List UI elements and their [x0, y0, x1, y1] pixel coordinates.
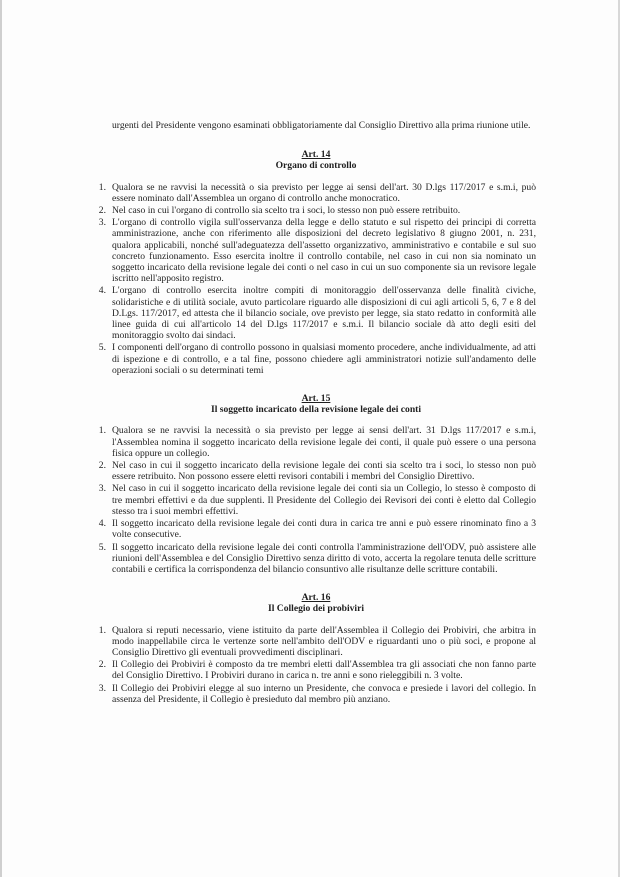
- document-body: [96, 120, 536, 706]
- item-text: L'organo di controllo vigila sull'osservanza della legge e dello statuto e sul rispetto dei principi di corretta amministrazione, anche con riferimento alle disposizioni del decreto legislativo 8 giugno 2001, n. 231, qualora applicabili, nonché sull'adeguatezza dell'assetto organizzativo, amministrativo e contabile e sul suo concreto funzionamento. Esso esercita inoltre il controllo contabile, nel caso in cui non sia nominato un soggetto incaricato della revisione legale dei conti o nel caso in cui un suo componente sia un revisore legale iscritto nell'apposito registro.: [112, 217, 536, 285]
- article-title: Il Collegio dei probiviri: [267, 603, 365, 615]
- list-item: [96, 683, 536, 705]
- item-text: Il Collegio dei Probiviri è composto da tre membri eletti dall'Assemblea tra gli associati che non fanno parte del Consiglio Direttivo. I Probiviri durano in carica n. tre anni e sono rieleggibili n. 3 volte.: [112, 659, 536, 682]
- list-item: [96, 518, 536, 540]
- list-item: [96, 342, 536, 376]
- item-number: 2.: [98, 659, 106, 671]
- intro-paragraph: urgenti del Presidente vengono esaminati obbligatoriamente dal Consiglio Direttivo alla prima riunione utile.: [112, 120, 531, 131]
- list-item: [96, 425, 536, 459]
- list-item: [96, 460, 536, 482]
- item-text: Nel caso in cui il soggetto incaricato della revisione legale dei conti sia un Collegio, lo stesso è composto di tre membri effettivi e da due supplenti. Il Presidente del Collegio dei Revisori dei conti è eletto dal Collegio stesso tra i suoi membri effettivi.: [112, 483, 536, 517]
- item-text: Qualora se ne ravvisi la necessità o sia previsto per legge ai sensi dell'art. 30 D.lgs 117/2017 e s.m.i, può essere nominato dall'Assemblea un organo di controllo anche monocratico.: [112, 181, 536, 204]
- article-items: [96, 182, 536, 376]
- article-14: [96, 149, 536, 376]
- list-item: [96, 182, 536, 204]
- list-item: [96, 542, 536, 576]
- list-item: [96, 483, 536, 517]
- item-text: L'organo di controllo esercita inoltre compiti di monitoraggio dell'osservanza delle finalità civiche, solidaristiche e di utilità sociale, avuto particolare riguardo alle disposizioni di cui agli articoli 5, 6, 7 e 8 del D.Lgs. 117/2017, ed attesta che il bilancio sociale, ove previsto per legge, sia stato redatto in conformità alle linee guida di cui all'articolo 14 del D.lgs 117/2017 e s.m.i. Il bilancio sociale dà atto degli esiti del monitoraggio svolto dai sindaci.: [112, 285, 536, 342]
- item-number: 4.: [98, 518, 106, 530]
- item-number: 1.: [98, 425, 106, 437]
- list-item: [96, 659, 536, 681]
- article-15: [96, 393, 536, 575]
- list-item: [96, 625, 536, 659]
- article-items: [96, 425, 536, 575]
- list-item: [96, 217, 536, 284]
- scan-edge-left: [0, 0, 2, 877]
- item-text: Qualora si reputi necessario, viene istituito da parte dell'Assemblea il Collegio dei Probiviri, che arbitra in modo inappellabile circa le vertenze sorte nell'ambito dell'ODV e riguardanti uno o più soci, e propone al Consiglio Direttivo gli eventuali provvedimenti disciplinari.: [112, 624, 536, 658]
- item-number: 3.: [98, 682, 106, 694]
- item-number: 5.: [98, 342, 106, 354]
- article-title: Il soggetto incaricato della revisione legale dei conti: [210, 404, 422, 416]
- article-title: Organo di controllo: [275, 160, 357, 172]
- item-number: 5.: [98, 541, 106, 553]
- item-number: 1.: [98, 624, 106, 636]
- item-text: Nel caso in cui il soggetto incaricato della revisione legale dei conti sia scelto tra i soci, lo stesso non può essere retribuito. Non possono essere eletti revisori contabili i membri del Consiglio Direttivo.: [112, 460, 536, 483]
- item-number: 3.: [98, 483, 106, 495]
- article-16: [96, 592, 536, 705]
- list-item: [96, 285, 536, 341]
- list-item: [96, 205, 536, 216]
- article-number: Art. 16: [301, 592, 331, 604]
- article-number: Art. 14: [301, 149, 331, 161]
- item-number: 3.: [98, 217, 106, 229]
- item-text: Il soggetto incaricato della revisione legale dei conti dura in carica tre anni e può essere rinominato fino a 3 volte consecutive.: [112, 518, 536, 541]
- item-text: Nel caso in cui l'organo di controllo sia scelto tra i soci, lo stesso non può essere retribuito.: [112, 205, 461, 217]
- item-text: I componenti dell'organo di controllo possono in qualsiasi momento procedere, anche individualmente, ad atti di ispezione e di controllo, e a tal fine, possono chiedere agli amministratori notizie sull'andamento delle operazioni sociali o su determinati temi: [112, 342, 536, 376]
- item-number: 4.: [98, 285, 106, 297]
- item-number: 1.: [98, 181, 106, 193]
- item-text: Il Collegio dei Probiviri elegge al suo interno un Presidente, che convoca e presiede i lavori del collegio. In assenza del Presidente, il Collegio è presieduto dal membro più anziano.: [112, 682, 536, 705]
- article-number: Art. 15: [301, 393, 331, 405]
- item-text: Il soggetto incaricato della revisione legale dei conti controlla l'amministrazione dell'ODV, può assistere alle riunioni dell'Assemblea e del Consiglio Direttivo senza diritto di voto, accerta la regolare tenuta delle scritture contabili e certifica la corrispondenza del bilancio consuntivo alle risultanze delle scritture contabili.: [112, 541, 536, 575]
- item-text: Qualora se ne ravvisi la necessità o sia previsto per legge ai sensi dell'art. 31 D.lgs 117/2017 e s.m.i, l'Assemblea nomina il soggetto incaricato della revisione legale dei conti, il quale può essere o una persona fisica oppure un collegio.: [112, 425, 536, 459]
- article-items: [96, 625, 536, 705]
- item-number: 2.: [98, 205, 106, 217]
- item-number: 2.: [98, 460, 106, 472]
